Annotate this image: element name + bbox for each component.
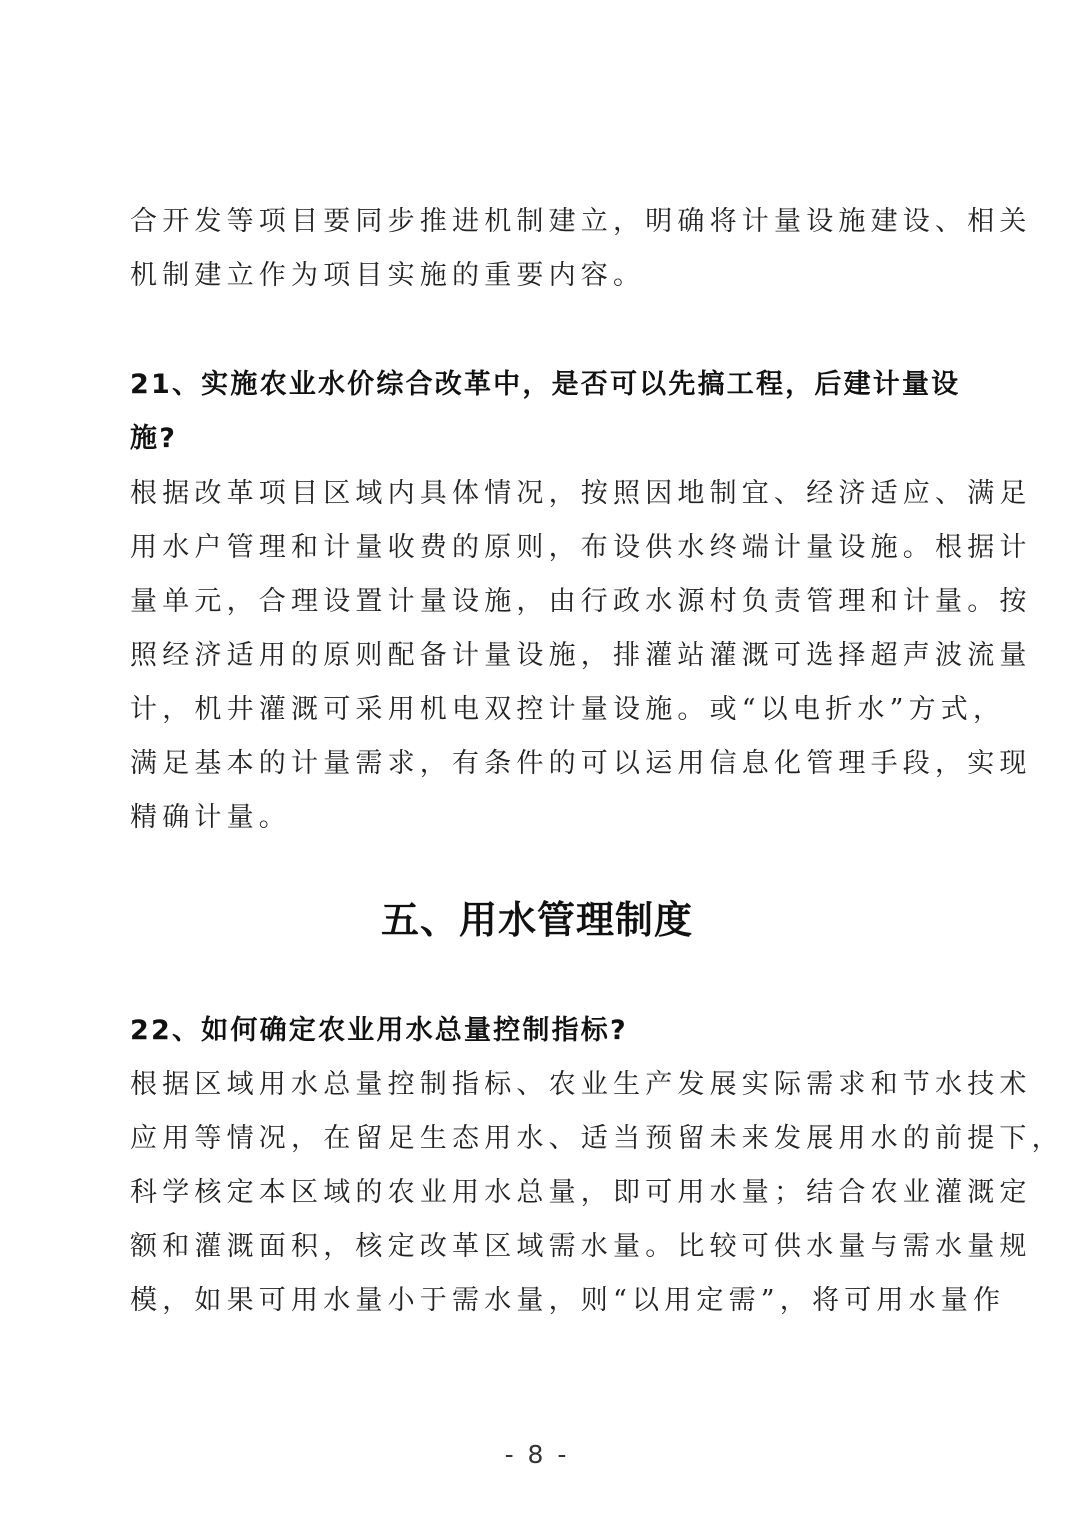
paragraph-line: 机制建立作为项目实施的重要内容。 [130, 260, 646, 291]
answer-line: 模，如果可用水量小于需水量，则“以用定需”，将可用水量作 [130, 1285, 1006, 1316]
answer-line: 计，机井灌溉可采用机电双控计量设施。或“以电折水”方式， [130, 694, 1006, 725]
answer-line: 精确计量。 [130, 802, 291, 833]
answer-line: 满足基本的计量需求，有条件的可以运用信息化管理手段，实现 [130, 748, 1032, 779]
answer-line: 应用等情况，在留足生态用水、适当预留未来发展用水的前提下， [130, 1123, 1064, 1154]
answer-line: 根据改革项目区域内具体情况，按照因地制宜、经济适应、满足 [130, 478, 1032, 509]
answer-line: 照经济适用的原则配备计量设施，排灌站灌溉可选择超声波流量 [130, 640, 1032, 671]
answer-line: 额和灌溉面积，核定改革区域需水量。比较可供水量与需水量规 [130, 1231, 1032, 1262]
question-heading: 22、如何确定农业用水总量控制指标? [130, 1015, 628, 1046]
paragraph-line: 合开发等项目要同步推进机制建立，明确将计量设施建设、相关 [130, 206, 1032, 237]
answer-line: 根据区域用水总量控制指标、农业生产发展实际需求和节水技术 [130, 1069, 1032, 1100]
answer-line: 用水户管理和计量收费的原则，布设供水终端计量设施。根据计 [130, 532, 1032, 563]
page-number: - 8 - [504, 1440, 570, 1469]
question-heading: 施? [130, 423, 178, 454]
question-heading: 21、实施农业水价综合改革中，是否可以先搞工程，后建计量设 [130, 369, 961, 400]
answer-line: 科学核定本区域的农业用水总量，即可用水量；结合农业灌溉定 [130, 1177, 1032, 1208]
section-title: 五、用水管理制度 [380, 897, 693, 942]
answer-line: 量单元，合理设置计量设施，由行政水源村负责管理和计量。按 [130, 586, 1032, 617]
